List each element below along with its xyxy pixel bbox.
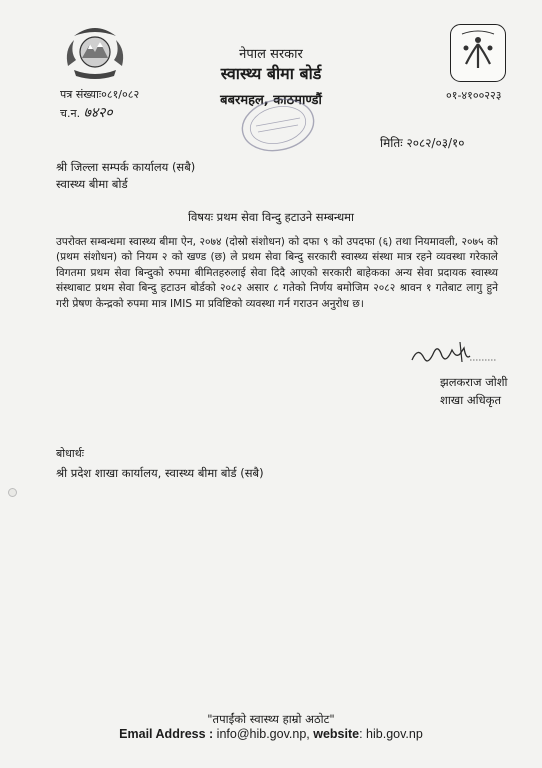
phone-number: ०१-४१००२२३ bbox=[446, 89, 502, 102]
recipient-line-1: श्री जिल्ला सम्पर्क कार्यालय (सबै) bbox=[56, 160, 196, 174]
cc-recipient: श्री प्रदेश शाखा कार्यालय, स्वास्थ्य बीमा बोर्ड (सबै) bbox=[56, 466, 264, 480]
letter-body: उपरोक्त सम्बन्धमा स्वास्थ्य बीमा ऐन, २०७४ (दोस्रो संशोधन) को दफा ९ को उपदफा (६) तथा नियमावली, २०७५ को (प्रथम संशोधन) को नियम २ को खण्ड (छ) ले प्रथम सेवा बिन्दु सरकारी स्वास्थ्य संस्था मात्र रहने व्यवस्था गरेकाले विगतमा प्रथम सेवा बिन्दुको रुपमा बीमितहरुलाई सेवा दिदै आएको सरकारी बाहेकका अन्य सेवा प्रदायक स्वास्थ्य संस्थाबाट प्रथम सेवा बिन्दु हटाउन बोर्डको २०८२ असार ८ गतेको निर्णय बमोजिम २०८२ श्रावन १ गतेबाट लागु हुने गरी प्रेषण केन्द्रको रुपमा मात्र IMIS मा प्रविष्टिको व्यवस्था गर्न गराउन अनुरोध छ। bbox=[56, 236, 498, 310]
website-label: website bbox=[313, 727, 360, 741]
letter-date: मितिः २०८२/०३/१० bbox=[380, 136, 465, 150]
dispatch-number-label: च.न. bbox=[60, 107, 81, 120]
recipient-line-2: स्वास्थ्य बीमा बोर्ड bbox=[56, 177, 128, 191]
letter-number bbox=[60, 87, 139, 102]
cc-label: बोधार्थः bbox=[56, 447, 84, 460]
punch-hole bbox=[8, 488, 17, 497]
organization-government: नेपाल सरकार bbox=[239, 47, 303, 62]
signatory-title: शाखा अधिकृत bbox=[440, 393, 502, 407]
office-stamp-icon bbox=[238, 96, 318, 154]
letter-subject: विषयः प्रथम सेवा विन्दु हटाउने सम्बन्धमा bbox=[188, 210, 354, 224]
letter-number-label: पत्र संख्याः bbox=[60, 88, 102, 101]
letter-number-value: ०८१/०८२ bbox=[101, 88, 140, 101]
website-link[interactable]: hib.gov.np bbox=[366, 727, 423, 741]
organization-address: बबरमहल, काठमाण्डौं bbox=[220, 93, 322, 108]
organization-name: स्वास्थ्य बीमा बोर्ड bbox=[220, 64, 322, 83]
footer-slogan: "तपाईंको स्वास्थ्य हाम्रो अठोट" bbox=[207, 712, 335, 726]
signatory-name: झलकराज जोशी bbox=[440, 375, 508, 389]
signature-icon bbox=[408, 338, 498, 370]
dispatch-number-value: ७४२० bbox=[83, 105, 113, 121]
email-link[interactable]: info@hib.gov.np bbox=[216, 727, 307, 741]
dispatch-number bbox=[60, 103, 113, 122]
email-label: Email Address bbox=[119, 727, 206, 741]
footer-contact: Email Address : info@hib.gov.np, website: hib.gov.np bbox=[119, 727, 423, 741]
